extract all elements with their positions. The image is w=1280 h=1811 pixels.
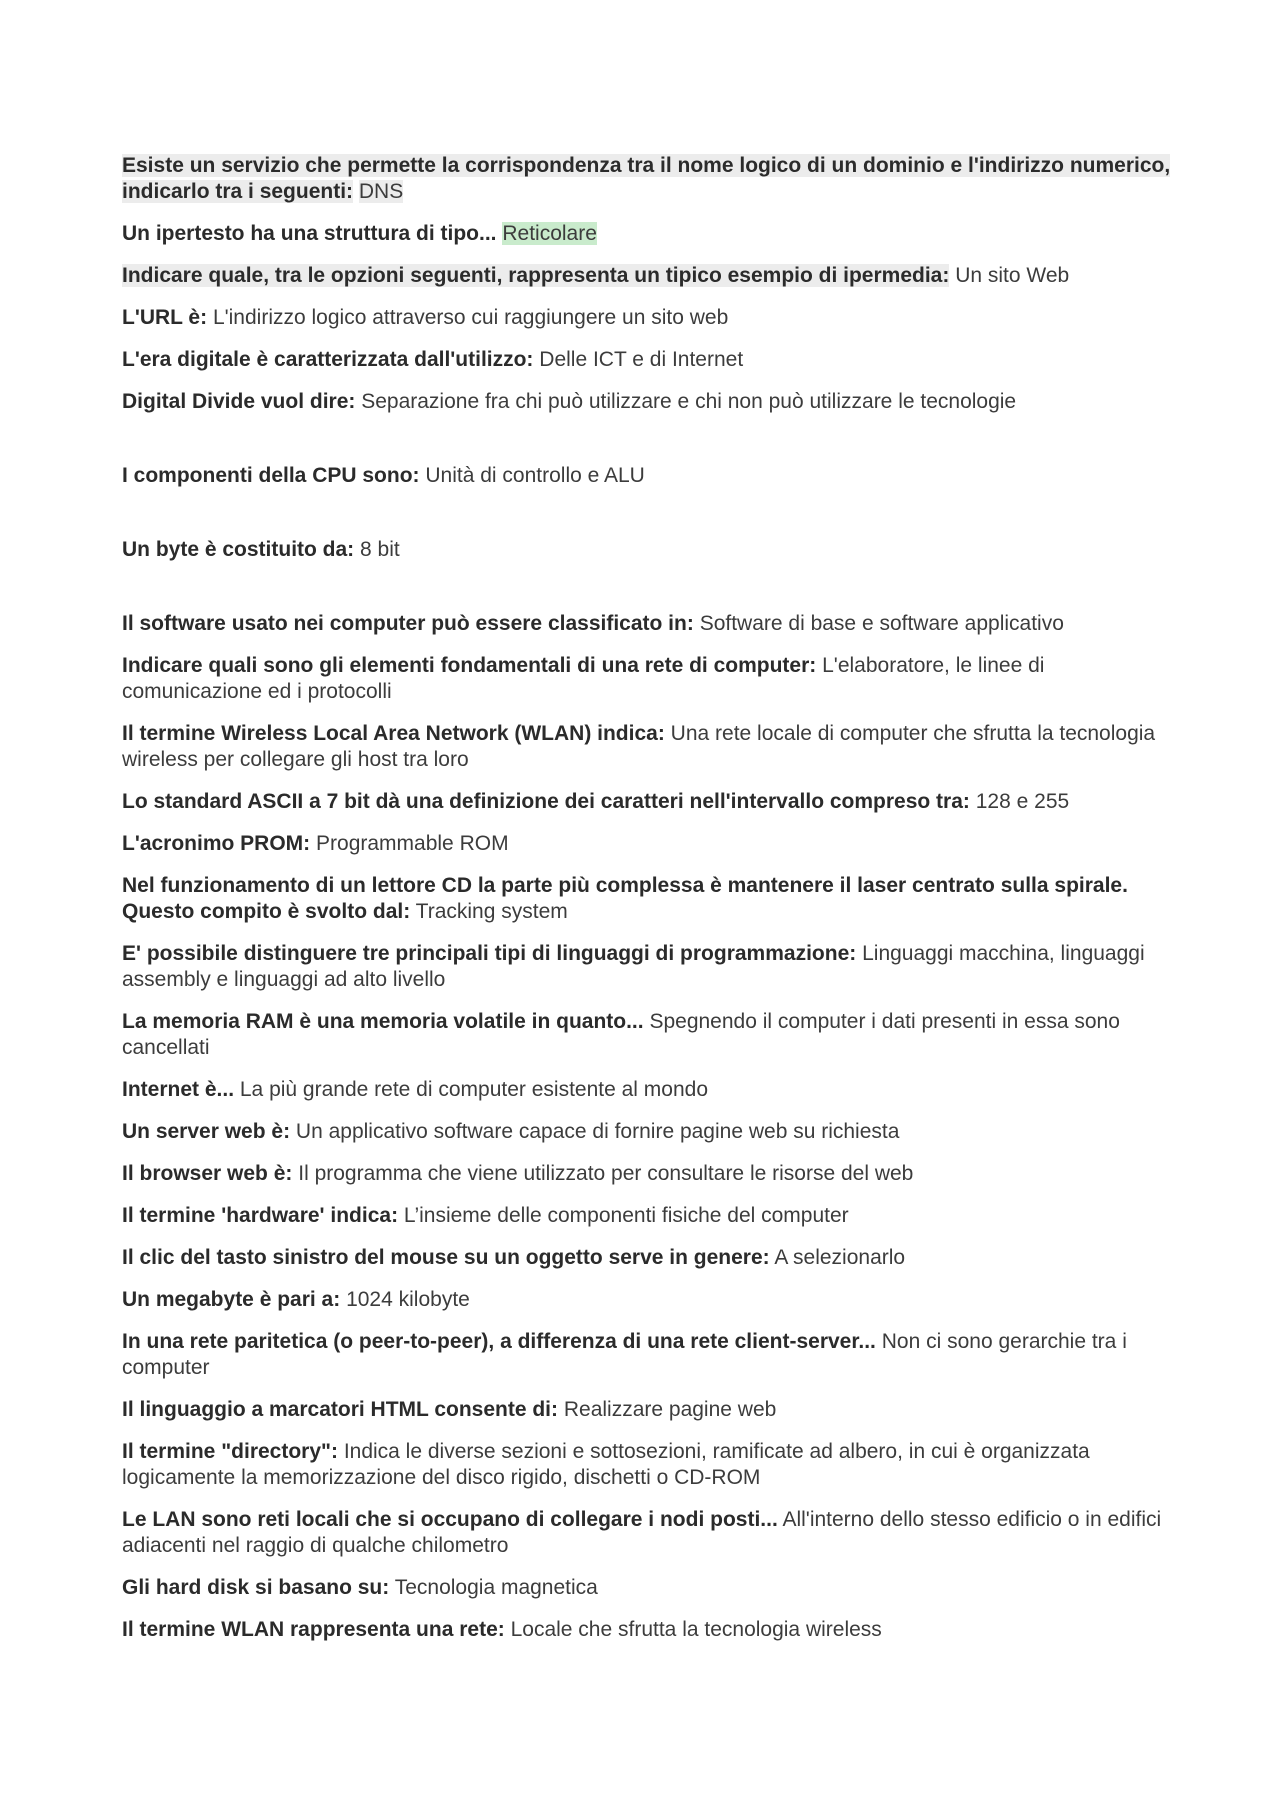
question-text: Il browser web è:: [122, 1162, 293, 1185]
answer-text: Realizzare pagine web: [563, 1398, 777, 1421]
question-text: Digital Divide vuol dire:: [122, 390, 356, 413]
question-text: Un megabyte è pari a:: [122, 1288, 341, 1311]
answer-text: 128 e 255: [975, 790, 1070, 813]
question-text: E' possibile distinguere tre principali tipi di linguaggi di programmazione:: [122, 942, 857, 965]
answer-text: Il programma che viene utilizzato per consultare le risorse del web: [298, 1162, 914, 1185]
answer-text: L'elaboratore, le linee di comunicazione ed i protocolli: [122, 654, 1045, 703]
question-text: Indicare quali sono gli elementi fondamentali di una rete di computer:: [122, 654, 817, 677]
answer-text: All'interno dello stesso edificio o in edifici adiacenti nel raggio di qualche chilometro: [122, 1508, 1162, 1557]
qa-item: [122, 221, 1172, 247]
question-text: Gli hard disk si basano su:: [122, 1576, 390, 1599]
answer-text: L'indirizzo logico attraverso cui raggiungere un sito web: [212, 306, 729, 329]
qa-item: [122, 873, 1172, 925]
qa-item: [122, 611, 1172, 637]
answer-text: Software di base e software applicativo: [699, 612, 1064, 635]
qa-item: [122, 263, 1172, 289]
answer-text: Indica le diverse sezioni e sottosezioni, ramificate ad albero, in cui è organizzata logicamente la memorizzazione del disco rigido, dischetti o CD-ROM: [122, 1440, 1090, 1489]
qa-item: [122, 1617, 1172, 1643]
qa-item: [122, 347, 1172, 373]
qa-item: [122, 1009, 1172, 1061]
qa-item: [122, 1161, 1172, 1187]
answer-text: Separazione fra chi può utilizzare e chi non può utilizzare le tecnologie: [361, 390, 1017, 413]
qa-item: [122, 463, 1172, 489]
question-text: Indicare quale, tra le opzioni seguenti, rappresenta un tipico esempio di ipermedia:: [122, 264, 950, 287]
question-text: In una rete paritetica (o peer-to-peer), a differenza di una rete client-server...: [122, 1330, 876, 1353]
question-text: Il termine "directory":: [122, 1440, 338, 1463]
qa-item: [122, 789, 1172, 815]
qa-item: [122, 653, 1172, 705]
question-text: Il termine Wireless Local Area Network (WLAN) indica:: [122, 722, 665, 745]
answer-text: DNS: [358, 180, 404, 203]
question-text: Esiste un servizio che permette la corrispondenza tra il nome logico di un dominio e l'indirizzo numerico, indicarlo tra i seguenti:: [122, 154, 1171, 203]
qa-item: [122, 1575, 1172, 1601]
qa-item: [122, 1397, 1172, 1423]
question-text: Il linguaggio a marcatori HTML consente di:: [122, 1398, 558, 1421]
answer-text: Non ci sono gerarchie tra i computer: [122, 1330, 1127, 1379]
question-text: Internet è...: [122, 1078, 235, 1101]
answer-text: Programmable ROM: [316, 832, 509, 855]
answer-text: Una rete locale di computer che sfrutta la tecnologia wireless per collegare gli host tra loro: [122, 722, 1156, 771]
question-text: Un ipertesto ha una struttura di tipo...: [122, 222, 497, 245]
question-text: Il termine 'hardware' indica:: [122, 1204, 399, 1227]
qa-item: [122, 1439, 1172, 1491]
answer-text: Tracking system: [415, 900, 568, 923]
qa-item: [122, 389, 1172, 415]
answer-text: Reticolare: [502, 222, 597, 245]
question-text: I componenti della CPU sono:: [122, 464, 420, 487]
answer-text: Linguaggi macchina, linguaggi assembly e linguaggi ad alto livello: [122, 942, 1145, 991]
question-text: L'acronimo PROM:: [122, 832, 311, 855]
answer-text: Un applicativo software capace di fornire pagine web su richiesta: [295, 1120, 900, 1143]
answer-text: Locale che sfrutta la tecnologia wireless: [510, 1618, 882, 1641]
question-text: Un byte è costituito da:: [122, 538, 355, 561]
answer-text: La più grande rete di computer esistente al mondo: [239, 1078, 708, 1101]
answer-text: Spegnendo il computer i dati presenti in essa sono cancellati: [122, 1010, 1120, 1059]
qa-item: [122, 1119, 1172, 1145]
answer-text: 8 bit: [360, 538, 400, 561]
qa-item: [122, 1329, 1172, 1381]
question-text: L'era digitale è caratterizzata dall'utilizzo:: [122, 348, 534, 371]
qa-item: [122, 1287, 1172, 1313]
question-text: L'URL è:: [122, 306, 208, 329]
qa-item: [122, 537, 1172, 563]
question-text: Lo standard ASCII a 7 bit dà una definizione dei caratteri nell'intervallo compreso tra:: [122, 790, 970, 813]
qa-item: [122, 153, 1172, 205]
qa-item: [122, 831, 1172, 857]
question-text: La memoria RAM è una memoria volatile in quanto...: [122, 1010, 644, 1033]
answer-text: Tecnologia magnetica: [394, 1576, 598, 1599]
question-text: Il clic del tasto sinistro del mouse su un oggetto serve in genere:: [122, 1246, 770, 1269]
question-text: Il termine WLAN rappresenta una rete:: [122, 1618, 505, 1641]
question-text: Un server web è:: [122, 1120, 291, 1143]
qa-item: [122, 1245, 1172, 1271]
answer-text: Unità di controllo e ALU: [425, 464, 645, 487]
question-text: Le LAN sono reti locali che si occupano di collegare i nodi posti...: [122, 1508, 778, 1531]
question-text: Il software usato nei computer può essere classificato in:: [122, 612, 694, 635]
answer-text: Un sito Web: [955, 264, 1070, 287]
qa-item: [122, 721, 1172, 773]
qa-item: [122, 305, 1172, 331]
qa-item: [122, 941, 1172, 993]
qa-item: [122, 1077, 1172, 1103]
answer-text: Delle ICT e di Internet: [539, 348, 744, 371]
answer-text: L’insieme delle componenti fisiche del computer: [403, 1204, 849, 1227]
qa-item: [122, 1203, 1172, 1229]
question-text: Nel funzionamento di un lettore CD la parte più complessa è mantenere il laser centrato sulla spirale. Questo compito è svolto dal:: [122, 874, 1128, 923]
qa-item: [122, 1507, 1172, 1559]
answer-text: A selezionarlo: [774, 1246, 906, 1269]
document-page: [122, 153, 1172, 1659]
answer-text: 1024 kilobyte: [346, 1288, 470, 1311]
